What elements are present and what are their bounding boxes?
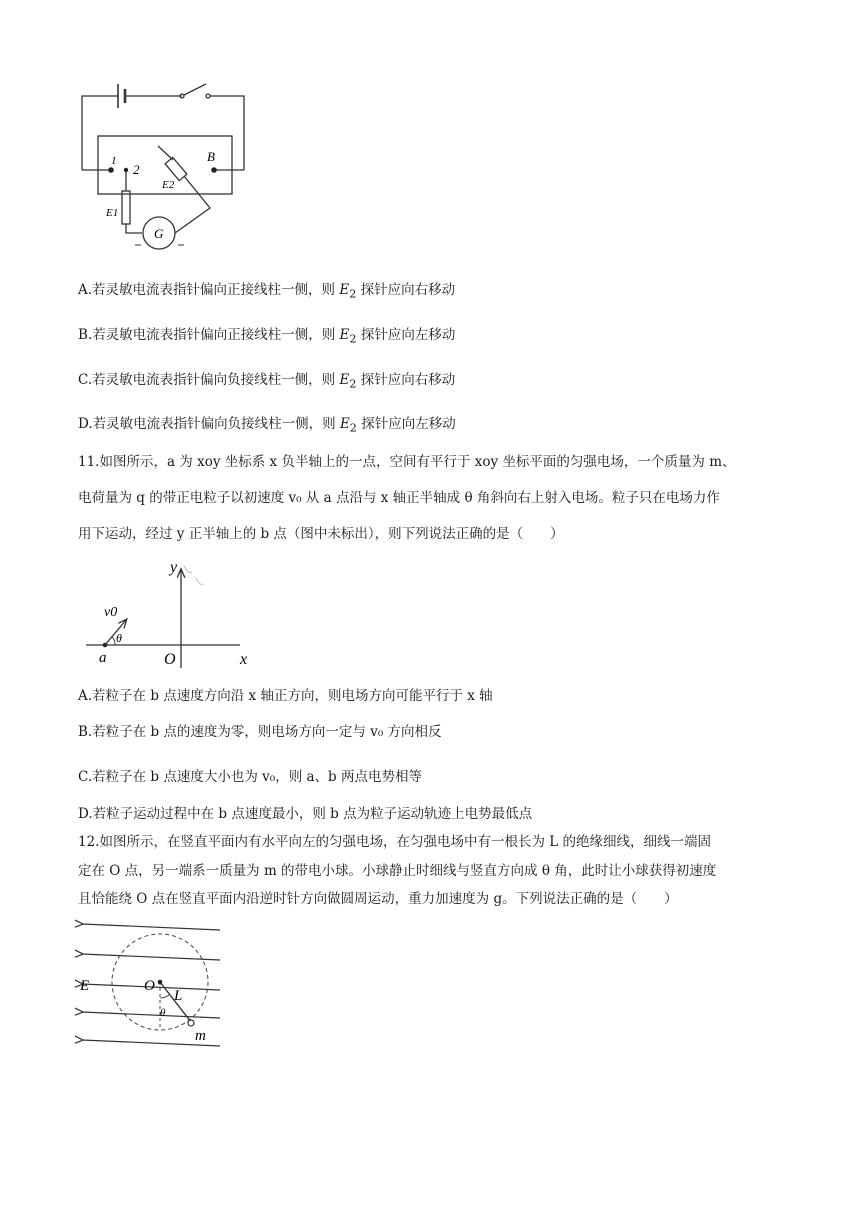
q11-axes-figure xyxy=(84,556,264,672)
q12-stem-line-2: 定在 O 点，另一端系一质量为 m 的带电小球。小球静止时细线与竖直方向成 θ 角，此时让小球获得初速度 xyxy=(78,863,717,879)
label-G: G xyxy=(154,226,164,241)
q11-stem-line-2: 电荷量为 q 的带正电粒子以初速度 v₀ 从 a 点沿与 x 轴正半轴成 θ 角斜向右上射入电场。粒子只在电场力作 xyxy=(78,490,720,506)
q12-field-figure xyxy=(74,918,226,1054)
label-O: O xyxy=(144,978,155,994)
label-E2: E2 xyxy=(162,179,175,191)
q10-option-b: B.若灵敏电流表指针偏向正接线柱一侧，则 $E_2$ 探针应向左移动 xyxy=(78,327,456,346)
q10-option-d: D.若灵敏电流表指针偏向负接线柱一侧，则 $E_2$ 探针应向左移动 xyxy=(78,416,456,435)
q10-circuit-figure xyxy=(78,78,253,253)
q11-stem-line-3: 用下运动，经过 y 正半轴上的 b 点（图中未标出），则下列说法正确的是（ ） xyxy=(78,526,564,542)
label-theta: θ xyxy=(116,631,122,645)
label-m: m xyxy=(195,1028,206,1044)
label-theta: θ xyxy=(160,1007,166,1019)
label-y: y xyxy=(170,559,178,576)
q11-option-b: B.若粒子在 b 点的速度为零，则电场方向一定与 v₀ 方向相反 xyxy=(78,724,442,740)
label-L: L xyxy=(174,988,183,1004)
q12-stem-line-3: 且恰能绕 O 点在竖直平面内沿逆时针方向做圆周运动，重力加速度为 g。下列说法正确的是（ ） xyxy=(78,891,678,907)
label-O: O xyxy=(164,651,176,668)
q11-stem-line-1: 11.如图所示，a 为 xoy 坐标系 x 负半轴上的一点，空间有平行于 xoy 坐标平面的匀强电场，一个质量为 m、 xyxy=(78,454,736,470)
q11-option-a: A.若粒子在 b 点速度方向沿 x 轴正方向，则电场方向可能平行于 x 轴 xyxy=(78,688,493,704)
label-B: B xyxy=(207,149,215,164)
q10-option-c: C.若灵敏电流表指针偏向负接线柱一侧，则 $E_2$ 探针应向右移动 xyxy=(78,372,456,391)
label-1: 1 xyxy=(111,155,117,167)
q11-option-d: D.若粒子运动过程中在 b 点速度最小，则 b 点为粒子运动轨迹上电势最低点 xyxy=(78,806,533,822)
label-a: a xyxy=(99,650,107,666)
q11-option-c: C.若粒子在 b 点速度大小也为 v₀，则 a、b 两点电势相等 xyxy=(78,769,422,785)
label-2: 2 xyxy=(133,162,140,177)
label-E: E xyxy=(80,978,90,994)
label-v0: v0 xyxy=(104,605,118,620)
q10-option-a: A.若灵敏电流表指针偏向正接线柱一侧，则 $E_2$ 探针应向右移动 xyxy=(78,282,456,301)
label-E1: E1 xyxy=(106,207,119,219)
label-x: x xyxy=(240,651,248,668)
q12-stem-line-1: 12.如图所示，在竖直平面内有水平向左的匀强电场，在匀强电场中有一根长为 L 的绝缘细线，细线一端固 xyxy=(78,834,712,850)
